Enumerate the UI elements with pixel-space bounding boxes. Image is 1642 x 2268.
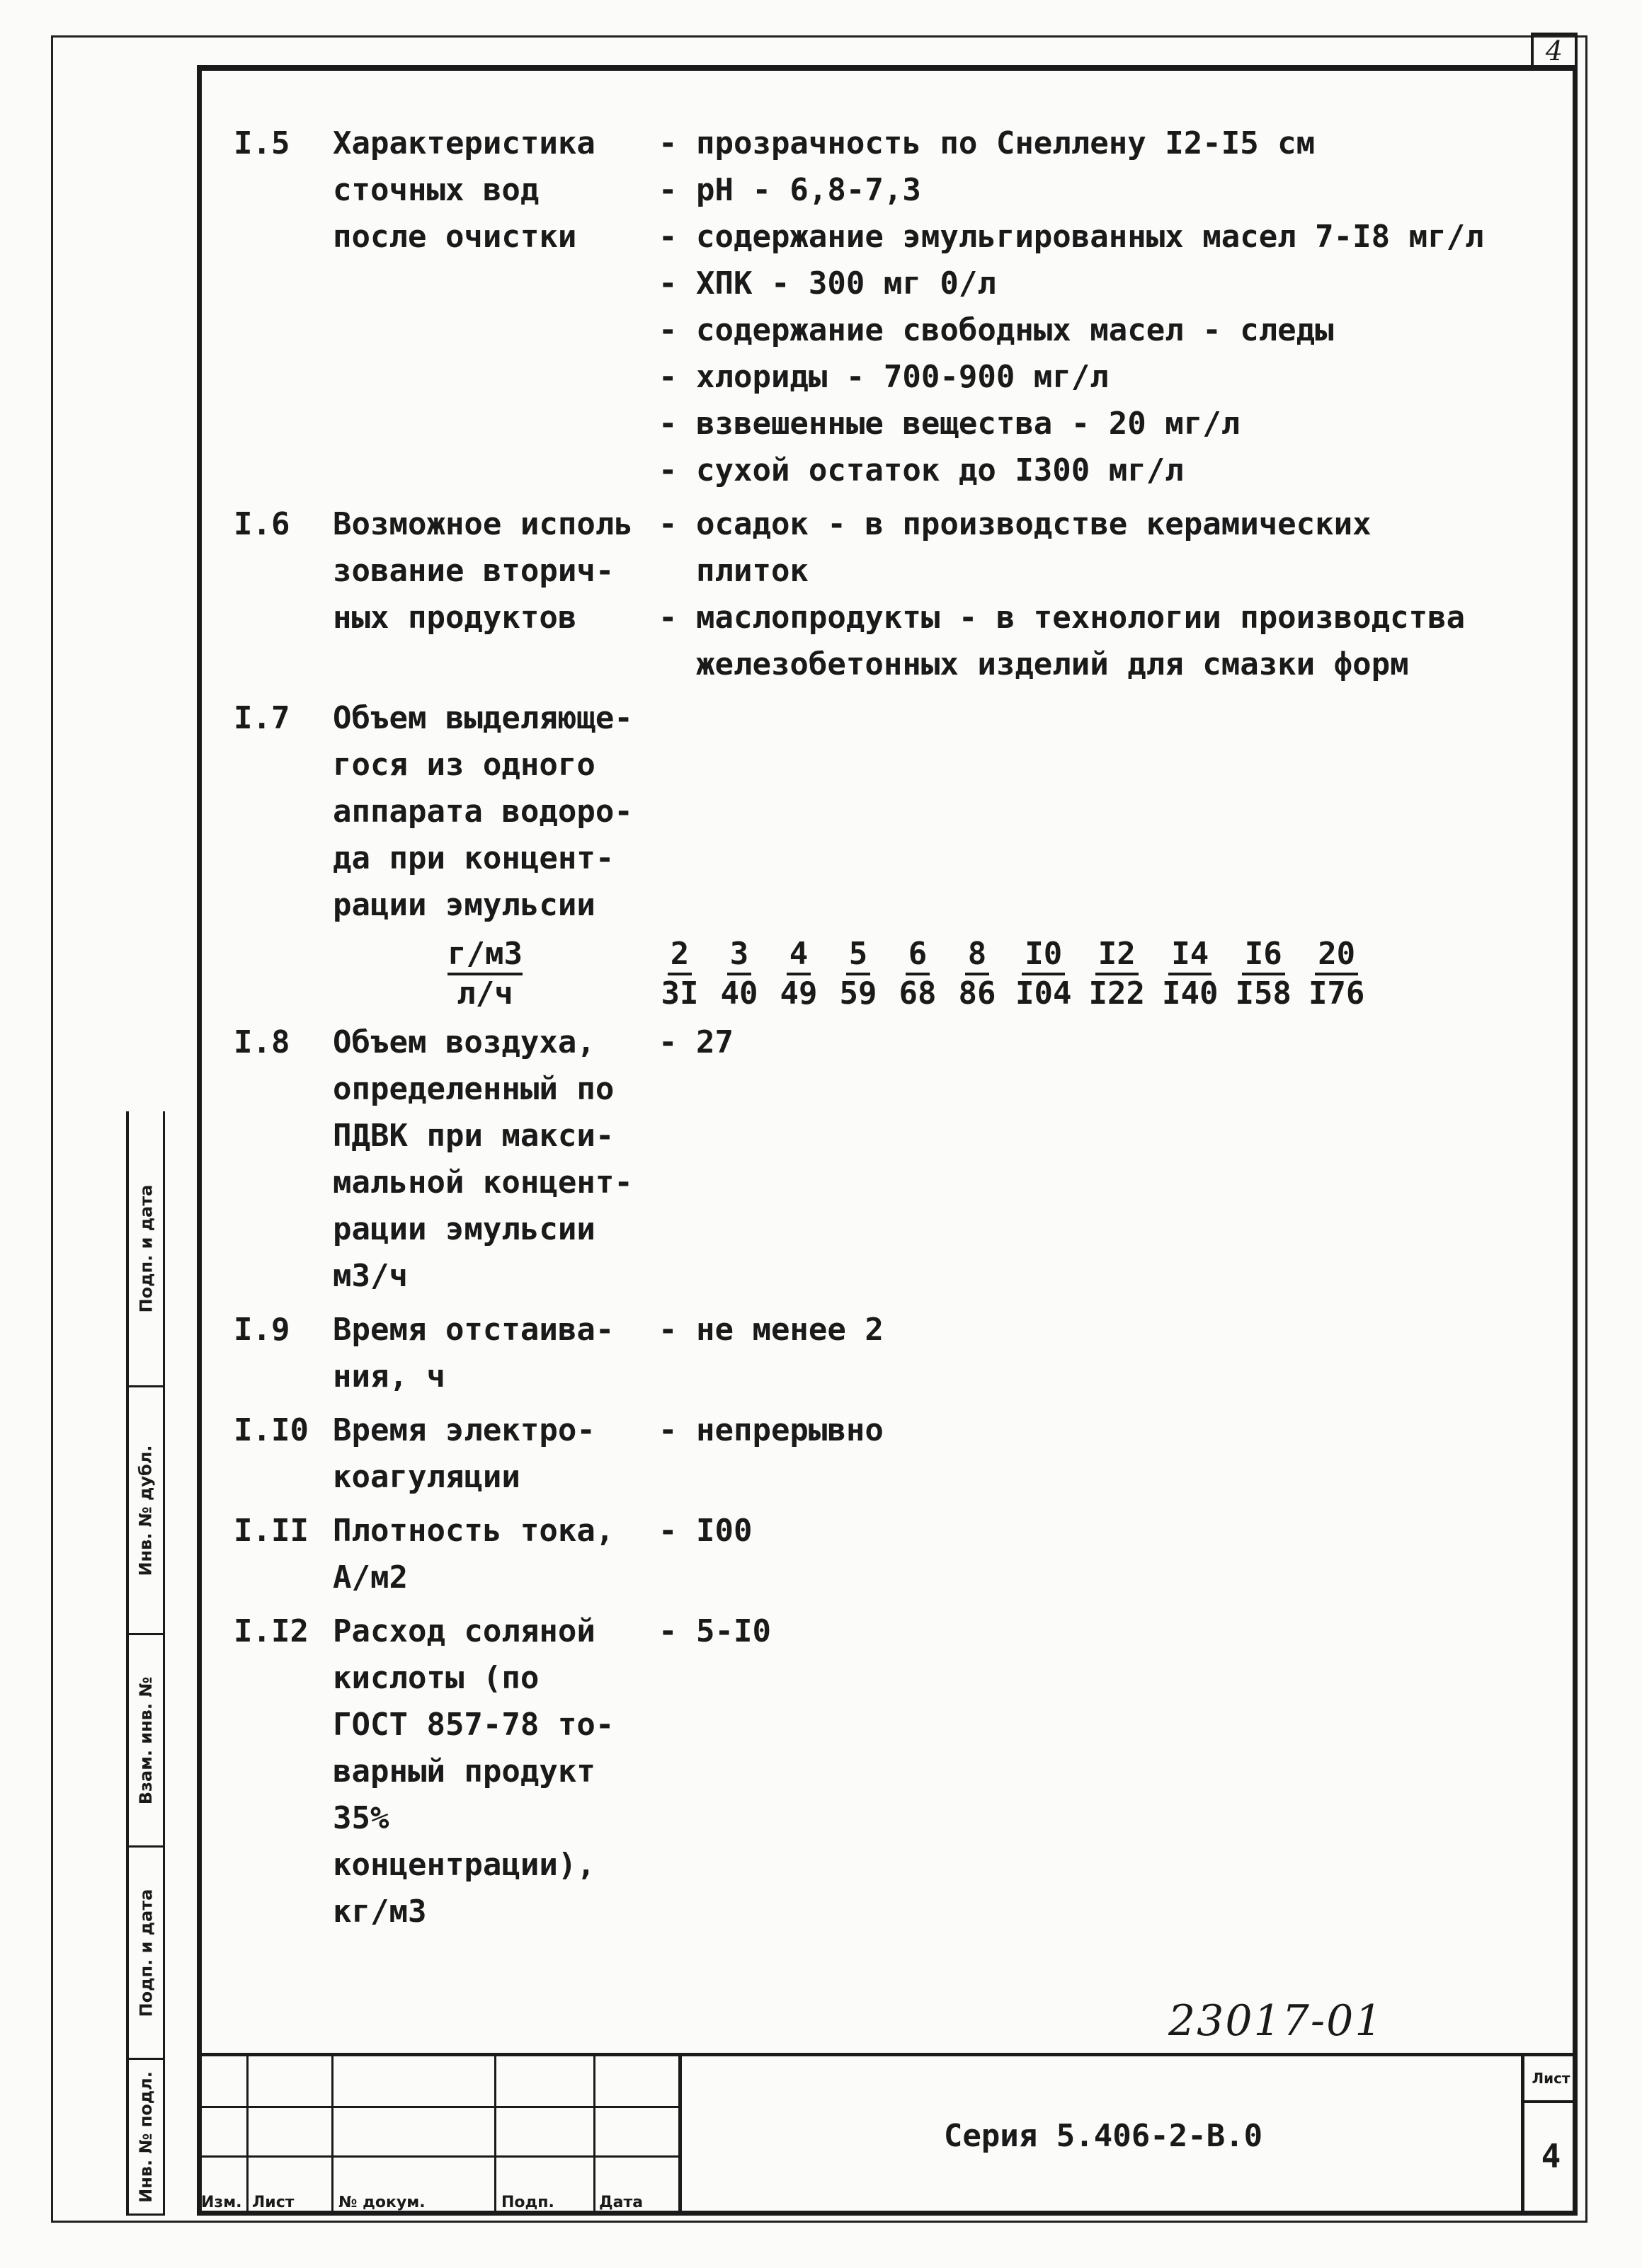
- doc-number: 23017-01: [1168, 1996, 1384, 2046]
- concentration-value: 20: [1315, 936, 1358, 975]
- concentration-value: 2: [668, 936, 692, 975]
- concentration-pair: [956, 936, 998, 1012]
- header-data: Дата: [599, 2194, 644, 2211]
- item-value-line: - сухой остаток до I300 мг/л: [658, 452, 1184, 488]
- item-value-line: - непрерывно: [658, 1412, 884, 1448]
- item-value-line: - не менее 2: [658, 1312, 884, 1348]
- item-values: [658, 1307, 1565, 1400]
- concentration-pair: [718, 936, 760, 1012]
- item-number: I.7: [234, 700, 290, 736]
- stamp-cell-inv-podl: Инв. № подл.: [129, 2060, 163, 2216]
- hydrogen-volume-value: 59: [839, 975, 877, 1012]
- series-title: Серия 5.406-2-В.0: [678, 2056, 1524, 2216]
- item-value-line: - прозрачность по Снеллену I2-I5 см: [658, 125, 1316, 161]
- item-values: [658, 1407, 1565, 1501]
- item-value-line: - хлориды - 700-900 мг/л: [658, 359, 1109, 395]
- concentration-pair: [1015, 936, 1071, 1012]
- hydrogen-value-pairs: [658, 936, 1565, 1012]
- sheet-number: 4: [1541, 2137, 1561, 2175]
- item-label: Время электро- коагуляции: [333, 1412, 595, 1495]
- concentration-pair: [1235, 936, 1291, 1012]
- item-number: I.I2: [234, 1613, 309, 1649]
- item-values: [658, 120, 1565, 494]
- item-value-line: - содержание эмульгированных масел 7-I8 мг/л: [658, 219, 1484, 255]
- hydrogen-volume-value: I76: [1308, 975, 1365, 1012]
- spec-item: [234, 501, 1565, 688]
- item-value-line: - содержание свободных масел - следы: [658, 312, 1334, 348]
- side-stamp: [126, 1111, 197, 2216]
- hydrogen-volume-value: I58: [1235, 975, 1292, 1012]
- hydrogen-volume-value: I40: [1161, 975, 1219, 1012]
- stamp-cell-inv-dubl: Инв. № дубл.: [129, 1387, 163, 1635]
- sheet-box: [1521, 2056, 1578, 2216]
- concentration-value: I0: [1022, 936, 1065, 975]
- concentration-value: I4: [1168, 936, 1211, 975]
- revision-grid: [197, 2056, 678, 2216]
- item-value-line: - ХПК - 300 мг 0/л: [658, 265, 996, 302]
- spec-item: [234, 1407, 1565, 1501]
- item-value-line: - маслопродукты - в технологии производства: [658, 600, 1466, 636]
- concentration-pair: [896, 936, 939, 1012]
- item-values: [658, 501, 1565, 688]
- concentration-pair: [1088, 936, 1144, 1012]
- hydrogen-volume-value: 49: [780, 975, 818, 1012]
- item-value-line: плиток: [658, 553, 809, 589]
- sheet-label: Лист: [1524, 2056, 1578, 2103]
- concentration-value: 8: [965, 936, 990, 975]
- concentration-pair: [1309, 936, 1364, 1012]
- concentration-pair: [777, 936, 820, 1012]
- item-number: I.I0: [234, 1412, 309, 1448]
- header-podp: Подп.: [501, 2194, 554, 2211]
- item-number: I.II: [234, 1513, 309, 1549]
- item-value-line: - 27: [658, 1024, 734, 1060]
- item-values: [658, 1608, 1565, 1935]
- unit-top: г/м3: [447, 936, 523, 975]
- item-number: I.8: [234, 1024, 290, 1060]
- stamp-cell-podp-data-2: Подп. и дата: [129, 1111, 163, 1387]
- concentration-pair: [837, 936, 879, 1012]
- concentration-value: I2: [1095, 936, 1139, 975]
- item-value-line: - I00: [658, 1513, 753, 1549]
- stamp-cell-podp-data: Подп. и дата: [129, 1848, 163, 2060]
- item-values: [658, 695, 1565, 929]
- item-value-line: - взвешенные вещества - 20 мг/л: [658, 406, 1241, 442]
- header-izm: Изм.: [201, 2194, 242, 2211]
- page-corner-number: 4: [1531, 33, 1578, 67]
- header-doc: № докум.: [338, 2194, 426, 2211]
- item-number: I.9: [234, 1312, 290, 1348]
- item-value-line: - осадок - в производстве керамических: [658, 506, 1372, 542]
- title-block: [197, 2053, 1578, 2216]
- hydrogen-volume-table: [234, 936, 1565, 1012]
- item-number: I.5: [234, 125, 290, 161]
- spec-content: [234, 120, 1565, 1942]
- item-label: Возможное исполь зование вторич- ных продуктов: [333, 506, 633, 636]
- spec-item: [234, 1508, 1565, 1601]
- hydrogen-unit-fraction: [425, 936, 545, 1012]
- item-number: I.6: [234, 506, 290, 542]
- concentration-value: 3: [727, 936, 752, 975]
- concentration-value: I6: [1242, 936, 1285, 975]
- item-label: Объем выделяюще- гося из одного аппарата водоро- да при концент- рации эмульсии: [333, 700, 633, 923]
- hydrogen-volume-value: I22: [1088, 975, 1145, 1012]
- stamp-cell-vzam-inv: Взам. инв. №: [129, 1635, 163, 1848]
- item-value-line: - pH - 6,8-7,3: [658, 172, 921, 208]
- spec-item: [234, 120, 1565, 494]
- concentration-value: 6: [906, 936, 930, 975]
- header-list: Лист: [252, 2194, 295, 2211]
- hydrogen-volume-value: I04: [1015, 975, 1072, 1012]
- concentration-pair: [1162, 936, 1218, 1012]
- item-value-line: - 5-I0: [658, 1613, 771, 1649]
- item-label: Время отстаива- ния, ч: [333, 1312, 615, 1394]
- concentration-value: 4: [787, 936, 811, 975]
- concentration-pair: [658, 936, 701, 1012]
- item-label: Расход соляной кислоты (по ГОСТ 857-78 то- варный продукт 35% концентрации), кг/м3: [333, 1613, 615, 1930]
- unit-bottom: л/ч: [457, 975, 513, 1012]
- concentration-value: 5: [846, 936, 871, 975]
- spec-item: [234, 695, 1565, 929]
- item-label: Плотность тока, А/м2: [333, 1513, 615, 1596]
- hydrogen-volume-value: 86: [958, 975, 996, 1012]
- hydrogen-volume-value: 68: [899, 975, 937, 1012]
- spec-item: [234, 1608, 1565, 1935]
- item-label: Характеристика сточных вод после очистки: [333, 125, 595, 255]
- hydrogen-volume-value: 40: [720, 975, 758, 1012]
- hydrogen-volume-value: 3I: [661, 975, 699, 1012]
- spec-item: [234, 1019, 1565, 1300]
- item-value-line: железобетонных изделий для смазки форм: [658, 646, 1409, 682]
- item-values: [658, 1019, 1565, 1300]
- item-label: Объем воздуха, определенный по ПДВК при макси- мальной концент- рации эмульсии м3/ч: [333, 1024, 633, 1294]
- spec-item: [234, 1307, 1565, 1400]
- item-values: [658, 1508, 1565, 1601]
